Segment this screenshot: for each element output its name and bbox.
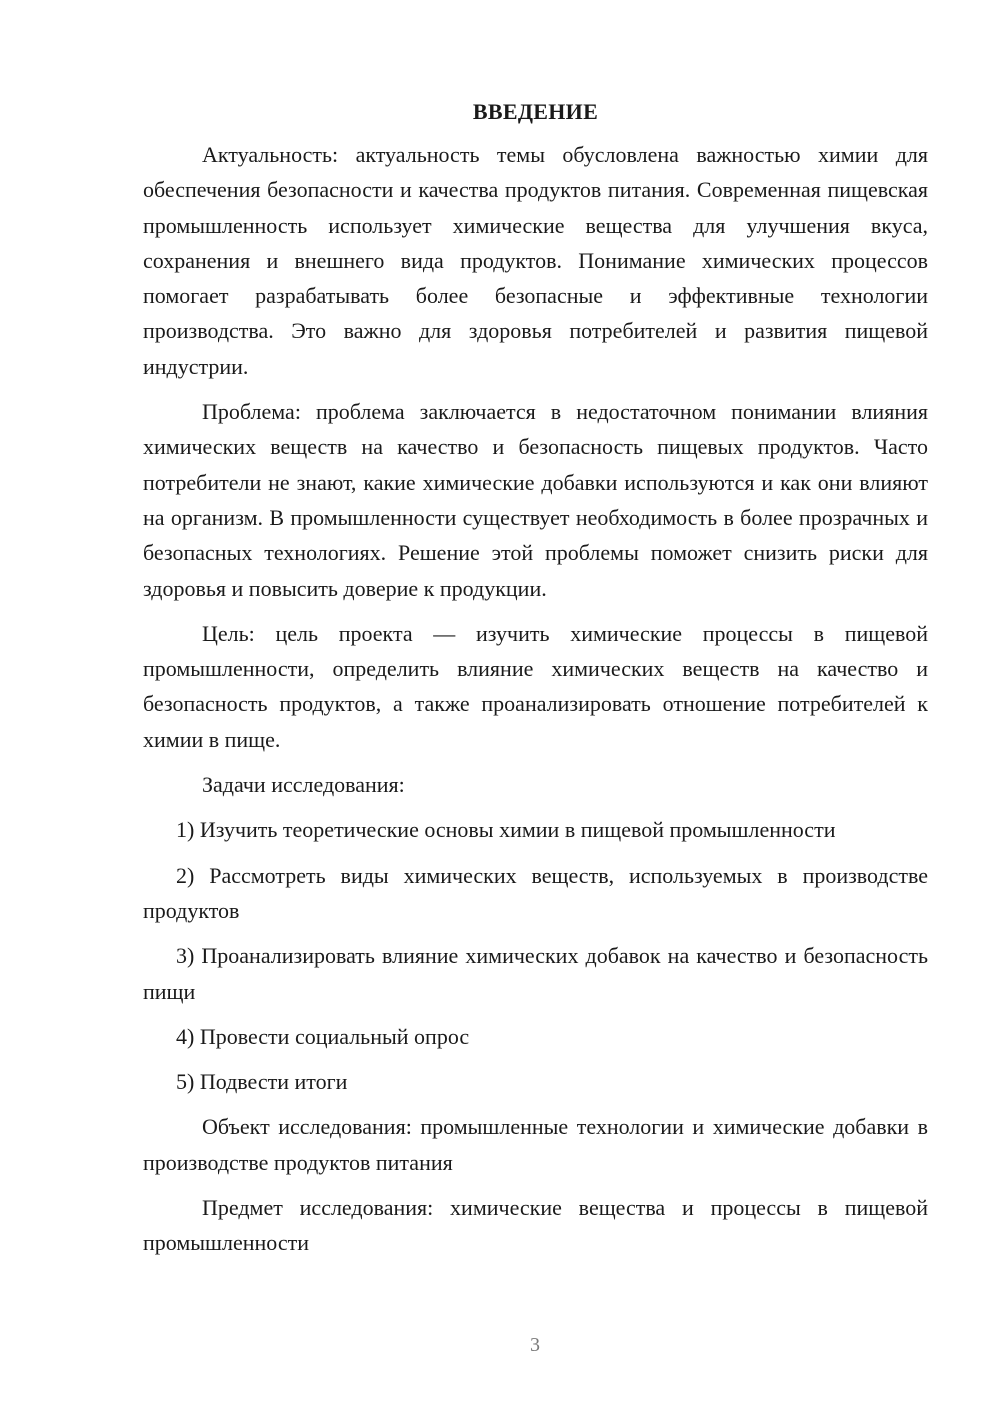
section-title: ВВЕДЕНИЕ xyxy=(472,99,599,124)
tasks-heading: Задачи исследования: xyxy=(202,772,405,798)
task-item: 3) Проанализировать влияние химических добавок на качество и безопасность пищи xyxy=(143,943,928,1004)
research-object-paragraph: Объект исследования: промышленные технологии и химические добавки в производстве продуктов питания xyxy=(143,1114,928,1175)
problem-paragraph: Проблема: проблема заключается в недостаточном понимании влияния химических веществ на качество и безопасность пищевых продуктов. Часто потребители не знают, какие химические добавки используются и как они влияют на организм. В промышленности существует необходимость в более прозрачных и безопасных технологиях. Решение этой проблемы поможет снизить риски для здоровья и повысить доверие к продукции. xyxy=(143,399,928,601)
task-item: 5) Подвести итоги xyxy=(176,1069,348,1095)
goal-paragraph: Цель: цель проекта — изучить химические процессы в пищевой промышленности, определить влияние химических веществ на качество и безопасность продуктов, а также проанализировать отношение потребителей к химии в пище. xyxy=(143,620,928,752)
page-content xyxy=(143,95,928,1271)
research-subject-paragraph: Предмет исследования: химические вещества и процессы в пищевой промышленности xyxy=(143,1195,928,1256)
task-item: 1) Изучить теоретические основы химии в пищевой промышленности xyxy=(176,817,836,843)
relevance-paragraph: Актуальность: актуальность темы обусловлена важностью химии для обеспечения безопасности и качества продуктов питания. Современная пищевская промышленность использует химические вещества для улучшения вкуса, сохранения и внешнего вида продуктов. Понимание химических процессов помогает разрабатывать более безопасные и эффективные технологии производства. Это важно для здоровья потребителей и развития пищевой индустрии. xyxy=(143,142,928,379)
task-item: 4) Провести социальный опрос xyxy=(176,1023,470,1049)
task-item: 2) Рассмотреть виды химических веществ, используемых в производстве продуктов xyxy=(143,862,928,923)
page-number: 3 xyxy=(530,1334,540,1356)
